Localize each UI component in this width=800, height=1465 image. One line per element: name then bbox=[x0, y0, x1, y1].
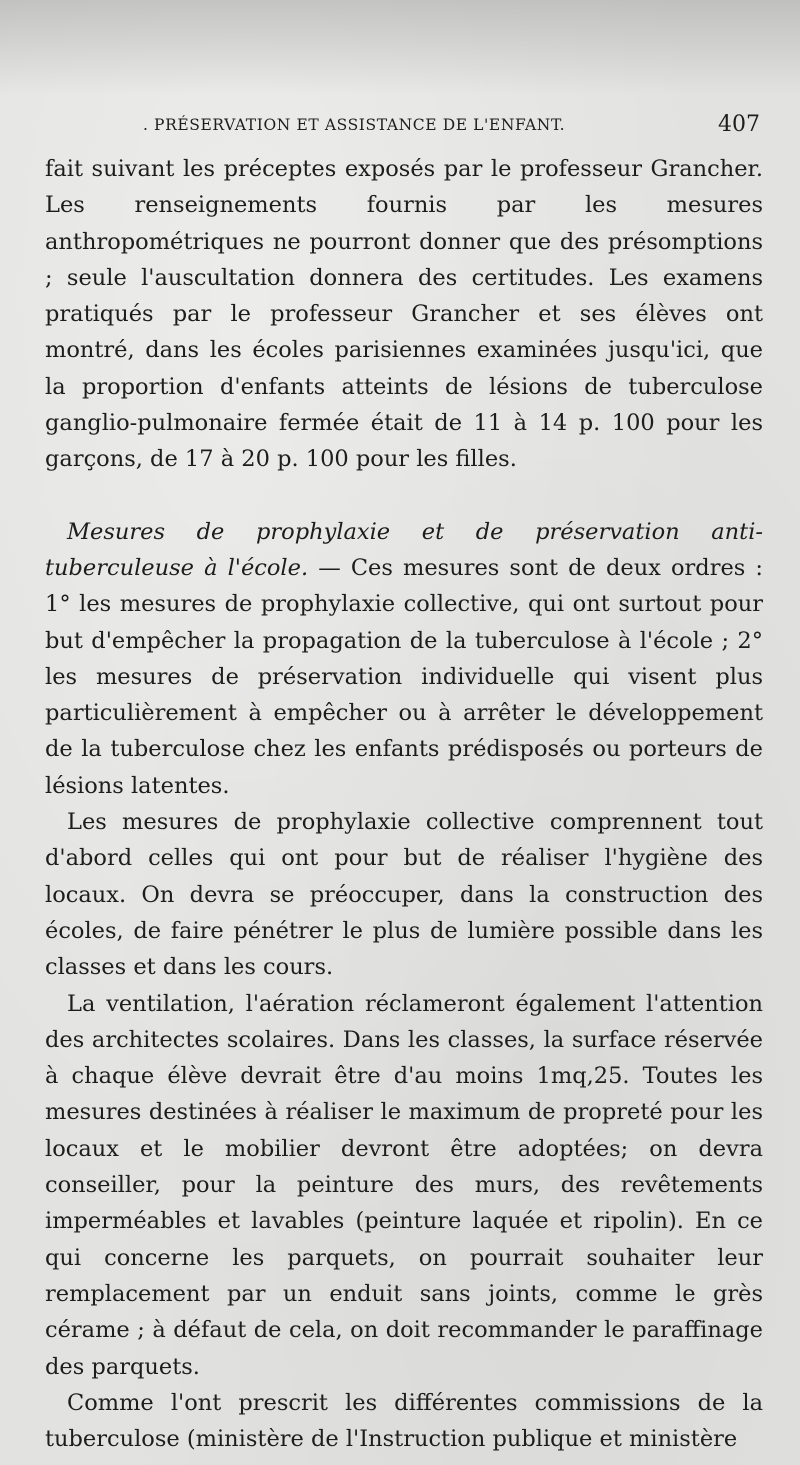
scan-shadow bbox=[0, 0, 800, 95]
paragraph: Les mesures de prophylaxie collective comprennent tout d'abord celles qui ont pour but de réaliser l'hygiène des locaux. On devra se préoccuper, dans la construction des écoles, de faire pénétrer le plus de lumière possible dans les classes et dans les cours. bbox=[45, 809, 763, 981]
paragraph: La ventilation, l'aération réclameront également l'attention des architectes scolaires. Dans les classes, la surface réservée à chaque élève devrait être d'au moins 1mq,25. Toutes les mesures destinées à réaliser le maximum de propreté pour les locaux et le mobilier devront être adoptées; on devra conseiller, pour la peinture des murs, des revêtements imperméables et lavables (peinture laquée et ripolin). En ce qui concerne les parquets, on pourrait souhaiter leur remplacement par un enduit sans joints, comme le grès cérame ; à défaut de cela, on doit recommander le paraffinage des parquets. bbox=[45, 990, 763, 1380]
running-title: . PRÉSERVATION ET ASSISTANCE DE L'ENFANT. bbox=[143, 116, 566, 134]
paragraph-section bbox=[45, 514, 763, 804]
section-heading: Mesures de prophylaxie et de préservation anti-tuberculeuse à l'école. bbox=[45, 518, 763, 581]
paragraph: Comme l'ont prescrit les différentes commissions de la tuberculose (ministère de l'Instruction publique et ministère bbox=[45, 1389, 763, 1453]
section-text: — Ces mesures sont de deux ordres : 1° les mesures de prophylaxie collective, qui ont surtout pour but d'empêcher la propagation de la tuberculose à l'école ; 2° les mesures de préservation individuelle qui visent plus particulièrement à empêcher ou à arrêter le développement de la tuberculose chez les enfants prédisposés ou porteurs de lésions latentes. bbox=[45, 554, 763, 799]
body-text bbox=[45, 151, 763, 1457]
running-head bbox=[0, 112, 800, 140]
page-number: 407 bbox=[718, 112, 760, 137]
paragraph-continuation: fait suivant les préceptes exposés par le professeur Grancher. Les renseignements fournis par les mesures anthropométriques ne pourront donner que des présomptions ; seule l'auscultation donnera des certitudes. Les examens pratiqués par le professeur Grancher et ses élèves ont montré, dans les écoles parisiennes examinées jusqu'ici, que la proportion d'enfants atteints de lésions de tuberculose ganglio-pulmonaire fermée était de 11 à 14 p. 100 pour les garçons, de 17 à 20 p. 100 pour les filles. bbox=[45, 156, 763, 473]
